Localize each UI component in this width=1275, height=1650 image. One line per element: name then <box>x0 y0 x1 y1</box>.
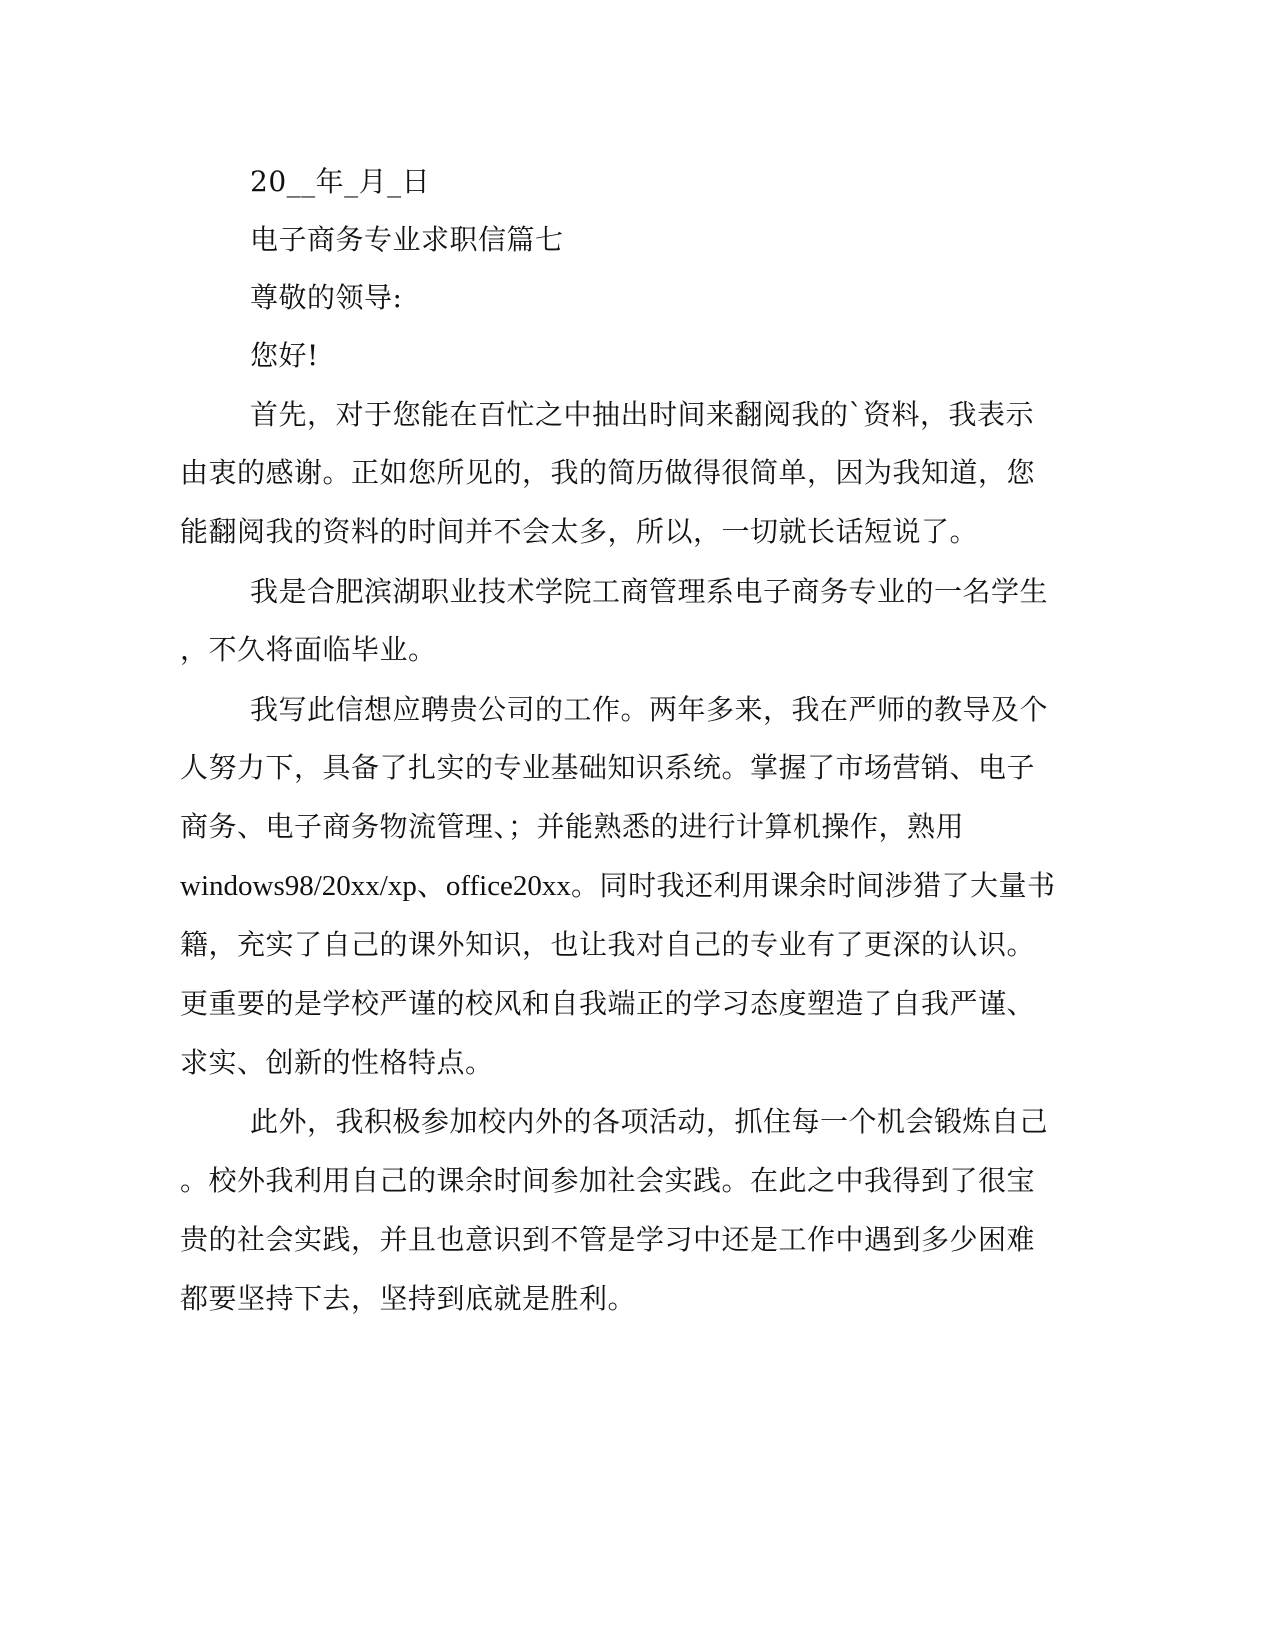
paragraph-4-line-2: 。校外我利用自己的课余时间参加社会实践。在此之中我得到了很宝 <box>180 1164 1036 1197</box>
paragraph-3-line-6: 更重要的是学校严谨的校风和自我端正的学习态度塑造了自我严谨、 <box>180 987 1036 1020</box>
greeting: 您好! <box>250 339 319 372</box>
paragraph-4-line-1: 此外，我积极参加校内外的各项活动，抓住每一个机会锻炼自己 <box>250 1105 1049 1138</box>
paragraph-2-line-1: 我是合肥滨湖职业技术学院工商管理系电子商务专业的一名学生 <box>250 575 1049 608</box>
paragraph-3-line-3: 商务、电子商务物流管理、；并能熟悉的进行计算机操作，熟用 <box>180 810 965 843</box>
date-line: 20__年_月_日 <box>250 165 431 198</box>
paragraph-1-line-3: 能翻阅我的资料的时间并不会太多，所以，一切就长话短说了。 <box>180 515 979 548</box>
salutation: 尊敬的领导: <box>250 281 403 314</box>
letter-title: 电子商务专业求职信篇七 <box>250 223 564 256</box>
paragraph-3-line-1: 我写此信想应聘贵公司的工作。两年多来，我在严师的教导及个 <box>250 693 1049 726</box>
paragraph-4-line-3: 贵的社会实践，并且也意识到不管是学习中还是工作中遇到多少困难 <box>180 1223 1036 1256</box>
paragraph-4-line-4: 都要坚持下去，坚持到底就是胜利。 <box>180 1282 637 1315</box>
paragraph-3-line-4-text: 。同时我还利用课余时间涉猎了大量书 <box>570 869 1056 902</box>
paragraph-2-line-2: ，不久将面临毕业。 <box>180 633 437 666</box>
software-list: windows98/20xx/xp、office20xx <box>180 870 571 902</box>
paragraph-3-line-5: 籍，充实了自己的课外知识，也让我对自己的专业有了更深的认识。 <box>180 928 1036 961</box>
paragraph-3-line-4 <box>180 866 1055 906</box>
paragraph-3-line-7: 求实、创新的性格特点。 <box>180 1046 494 1079</box>
paragraph-1-line-2: 由衷的感谢。正如您所见的，我的简历做得很简单，因为我知道，您 <box>180 456 1036 489</box>
paragraph-3-line-2: 人努力下，具备了扎实的专业基础知识系统。掌握了市场营销、电子 <box>180 751 1036 784</box>
paragraph-1-line-1: 首先，对于您能在百忙之中抽出时间来翻阅我的`资料，我表示 <box>250 398 1035 431</box>
